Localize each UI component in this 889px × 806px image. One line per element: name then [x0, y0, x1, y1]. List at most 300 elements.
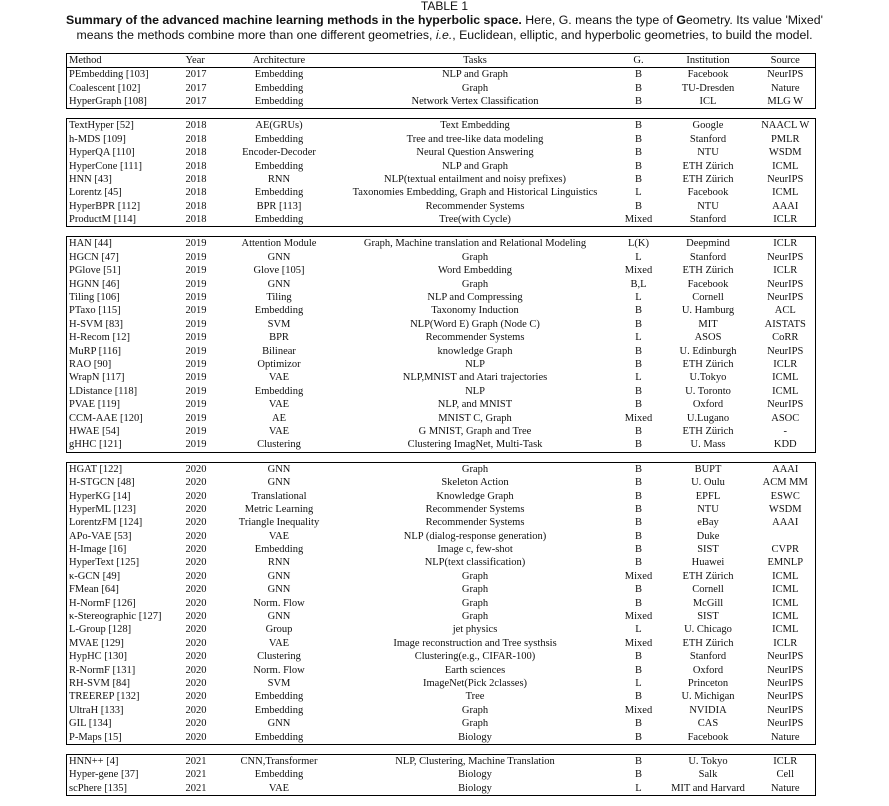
table-row	[67, 425, 816, 438]
cell-institution: NTU	[697, 200, 719, 212]
cell-geometry: B	[617, 754, 661, 768]
cell-source: ICML	[756, 385, 816, 398]
cell-architecture: Embedding	[225, 95, 334, 109]
cell-source	[756, 530, 816, 543]
cell-tasks: NLP(Word E) Graph (Node C)	[410, 318, 540, 330]
cell-source: ACL	[756, 304, 816, 317]
cell-year: 2019	[182, 438, 225, 452]
cell-method: PEmbedding [103]	[67, 68, 182, 82]
cell-geometry: B	[634, 769, 642, 781]
cell-tasks: NLP (dialog-response generation)	[403, 530, 547, 542]
cell-architecture: Clustering	[225, 438, 334, 452]
table-row	[67, 583, 816, 596]
table-row	[67, 637, 816, 650]
cell-tasks: Tree and tree-like data modeling	[406, 133, 544, 145]
cell-architecture: Embedding	[254, 385, 304, 397]
table-row	[67, 503, 816, 516]
cell-tasks: Tree	[465, 691, 485, 703]
table-row	[67, 213, 816, 227]
cell-year: 2019	[185, 359, 207, 370]
header-source: Source	[756, 54, 816, 68]
cell-tasks: NLP and Compressing	[427, 292, 523, 304]
cell-method: H-NormF [126]	[67, 596, 182, 609]
cell-year: 2020	[185, 704, 207, 716]
cell-source: CVPR	[756, 543, 816, 556]
cell-year: 2018	[185, 173, 207, 185]
group-spacer	[67, 452, 816, 462]
cell-tasks: NLP(text classification)	[424, 557, 526, 569]
cell-architecture: AE	[272, 412, 286, 424]
table-row	[67, 331, 816, 344]
cell-method: R-NormF [131]	[67, 663, 182, 676]
caption-bold-g: G	[676, 13, 686, 27]
cell-architecture: BPR	[269, 332, 289, 344]
cell-architecture: Attention Module	[225, 237, 334, 251]
table-row	[67, 95, 816, 109]
cell-source: NeurIPS	[756, 398, 816, 411]
cell-architecture: Embedding	[254, 305, 304, 317]
cell-geometry: B	[634, 490, 642, 502]
header-tasks: Tasks	[334, 54, 617, 68]
cell-source: ICML	[756, 596, 816, 609]
cell-institution: Princeton	[687, 677, 729, 689]
cell-tasks: jet physics	[452, 624, 498, 636]
cell-method: HypHC [130]	[67, 650, 182, 663]
cell-year: 2020	[185, 503, 207, 515]
cell-architecture: CNN,Transformer	[225, 754, 334, 768]
cell-institution: U. Michigan	[681, 691, 735, 703]
caption-line2-a: means the methods combine more than one different geometries,	[76, 28, 436, 42]
cell-source: NeurIPS	[756, 650, 816, 663]
table-row	[67, 623, 816, 636]
methods-table	[66, 53, 816, 796]
cell-method: HyperCone [111]	[67, 159, 182, 172]
cell-method: RAO [90]	[67, 358, 182, 371]
table-row	[67, 663, 816, 676]
cell-source: NeurIPS	[756, 690, 816, 703]
cell-geometry: B,L	[630, 278, 647, 290]
cell-geometry: L(K)	[617, 237, 661, 251]
cell-geometry: B	[634, 530, 642, 542]
cell-method: UltraH [133]	[67, 704, 182, 717]
cell-architecture: Glove [105]	[253, 265, 305, 277]
cell-institution: SIST	[697, 544, 719, 556]
table-row	[67, 596, 816, 609]
cell-architecture: GNN	[267, 477, 291, 489]
cell-tasks: Graph	[461, 82, 489, 94]
cell-tasks: NLP and Graph	[441, 160, 509, 172]
cell-geometry: B	[634, 305, 642, 317]
table-row	[67, 530, 816, 543]
cell-institution: Stanford	[661, 213, 756, 227]
cell-source: ICLR	[756, 754, 816, 768]
header-architecture: Architecture	[225, 54, 334, 68]
cell-tasks: Biology	[458, 769, 492, 781]
cell-year: 2017	[182, 95, 225, 109]
cell-tasks: Graph	[334, 462, 617, 476]
cell-tasks: Taxonomies Embedding, Graph and Historical Linguistics	[352, 187, 598, 199]
cell-tasks: Network Vertex Classification	[334, 95, 617, 109]
cell-year: 2019	[185, 251, 207, 263]
cell-method: GIL [134]	[67, 717, 182, 730]
cell-institution: U. Tokyo	[661, 754, 756, 768]
cell-institution: U. Hamburg	[681, 305, 735, 317]
cell-tasks: G MNIST, Graph and Tree	[418, 425, 532, 437]
table-row	[67, 570, 816, 583]
spacer-cell	[67, 452, 816, 462]
cell-tasks: Graph	[461, 704, 489, 716]
cell-institution: U. Toronto	[685, 385, 731, 397]
cell-year: 2020	[182, 462, 225, 476]
table-row	[67, 173, 816, 186]
cell-tasks: Knowledge Graph	[436, 490, 514, 502]
spacer-cell	[67, 744, 816, 754]
cell-method: H-Recom [12]	[67, 331, 182, 344]
cell-geometry: B	[617, 730, 661, 744]
table-row	[67, 650, 816, 663]
cell-geometry: L	[635, 624, 642, 636]
table-row	[67, 304, 816, 317]
table-row	[67, 251, 816, 264]
caption-title: Summary of the advanced machine learning methods in the hyperbolic space.	[66, 13, 522, 27]
cell-year: 2019	[185, 372, 207, 384]
cell-institution: ETH Zürich	[682, 359, 734, 370]
cell-method: HyperKG [14]	[67, 489, 182, 502]
table-row	[67, 398, 816, 411]
cell-institution: ETH Zürich	[682, 570, 734, 582]
cell-method: H-SVM [83]	[67, 318, 182, 331]
cell-source: AAAI	[756, 516, 816, 529]
cell-architecture: GNN	[267, 251, 291, 263]
cell-architecture: Embedding	[225, 213, 334, 227]
cell-geometry: Mixed	[624, 570, 653, 582]
table-row	[67, 385, 816, 398]
cell-method: HyperML [123]	[67, 503, 182, 516]
cell-institution: U. Mass	[661, 438, 756, 452]
cell-institution: BUPT	[661, 462, 756, 476]
cell-year: 2020	[185, 584, 207, 596]
table-row	[67, 81, 816, 94]
cell-method: Coalescent [102]	[67, 81, 182, 94]
cell-institution: Google	[661, 119, 756, 133]
table-row	[67, 556, 816, 569]
cell-institution: Oxford	[692, 399, 724, 411]
table-row	[67, 146, 816, 159]
table-row	[67, 754, 816, 768]
cell-method: RH-SVM [84]	[67, 677, 182, 690]
cell-geometry: L	[635, 251, 642, 263]
table-header-row	[67, 54, 816, 68]
cell-architecture: Embedding	[254, 691, 304, 703]
cell-year: 2017	[185, 69, 207, 81]
cell-institution: SIST	[697, 611, 719, 623]
header-year: Year	[182, 54, 225, 68]
cell-institution: U. Oulu	[691, 477, 725, 489]
cell-method: L-Group [128]	[67, 623, 182, 636]
cell-architecture: Embedding	[254, 69, 304, 81]
cell-architecture: GNN	[225, 462, 334, 476]
cell-architecture: Clustering	[257, 651, 301, 663]
table-row	[67, 704, 816, 717]
cell-source: NeurIPS	[756, 344, 816, 357]
cell-geometry: B	[634, 345, 642, 357]
cell-source: NeurIPS	[756, 677, 816, 690]
cell-source: NeurIPS	[756, 68, 816, 82]
cell-geometry: B	[634, 173, 642, 185]
cell-tasks: Text Embedding	[334, 119, 617, 133]
cell-year: 2020	[185, 691, 207, 703]
cell-architecture: RNN	[267, 173, 291, 185]
cell-tasks: NLP	[465, 359, 485, 370]
cell-architecture: Group	[265, 624, 293, 636]
cell-source: AAAI	[756, 200, 816, 213]
cell-method: PGlove [51]	[67, 264, 182, 277]
cell-tasks: Taxonomy Induction	[431, 305, 519, 317]
cell-year: 2017	[185, 82, 207, 94]
cell-geometry: B	[634, 517, 642, 529]
cell-tasks: NLP, and MNIST	[437, 399, 513, 411]
cell-geometry: B	[634, 318, 642, 330]
cell-geometry: B	[634, 399, 642, 411]
cell-tasks: Graph	[461, 251, 489, 263]
cell-architecture: Norm. Flow	[253, 597, 305, 609]
table-row	[67, 782, 816, 796]
cell-geometry: B	[634, 160, 642, 172]
table-row	[67, 610, 816, 623]
cell-source: Nature	[756, 81, 816, 94]
cell-source: ICML	[756, 371, 816, 384]
cell-method: scPhere [135]	[67, 782, 182, 796]
cell-source: ICML	[756, 623, 816, 636]
table-row	[67, 476, 816, 489]
cell-year: 2018	[182, 213, 225, 227]
cell-source: AISTATS	[756, 318, 816, 331]
cell-geometry: B	[634, 477, 642, 489]
table-row	[67, 489, 816, 502]
table-row	[67, 717, 816, 730]
cell-year: 2018	[185, 160, 207, 172]
cell-source: ICLR	[756, 637, 816, 650]
cell-year: 2020	[185, 544, 207, 556]
table-row	[67, 543, 816, 556]
table-row	[67, 690, 816, 703]
cell-year: 2019	[185, 292, 207, 304]
cell-year: 2019	[182, 237, 225, 251]
cell-method: TextHyper [52]	[67, 119, 182, 133]
cell-year: 2020	[185, 651, 207, 663]
cell-tasks: NLP	[465, 385, 485, 397]
cell-institution: ETH Zürich	[682, 173, 734, 185]
cell-source: NeurIPS	[756, 704, 816, 717]
cell-institution: eBay	[697, 517, 719, 529]
cell-year: 2020	[185, 570, 207, 582]
table-label: TABLE 1	[420, 0, 469, 13]
cell-geometry: B	[634, 544, 642, 556]
cell-year: 2020	[185, 490, 207, 502]
cell-institution: ETH Zürich	[682, 425, 734, 437]
cell-method: HNN [43]	[67, 173, 182, 186]
cell-year: 2020	[185, 677, 207, 689]
cell-year: 2019	[185, 345, 207, 357]
cell-architecture: BPR [113]	[256, 200, 302, 212]
spacer-cell	[67, 109, 816, 119]
cell-geometry: B	[617, 438, 661, 452]
table-row	[67, 462, 816, 476]
cell-institution: Oxford	[692, 664, 724, 676]
cell-tasks: Graph	[461, 597, 489, 609]
cell-institution: Facebook	[687, 278, 729, 290]
cell-geometry: B	[634, 69, 642, 81]
cell-geometry: B	[634, 200, 642, 212]
cell-architecture: Triangle Inequality	[238, 517, 320, 529]
cell-geometry: B	[634, 82, 642, 94]
cell-method: HyperText [125]	[67, 556, 182, 569]
cell-geometry: Mixed	[624, 704, 653, 716]
caption-line2-b: , Euclidean, elliptic, and hyperbolic geometries, to build the model.	[452, 28, 813, 42]
cell-architecture: Embedding	[254, 82, 304, 94]
cell-year: 2018	[185, 133, 207, 145]
cell-source: ICML	[756, 159, 816, 172]
cell-institution: TU-Dresden	[681, 82, 735, 94]
table-row	[67, 371, 816, 384]
table-body	[67, 68, 816, 796]
table-row	[67, 768, 816, 781]
cell-source: NeurIPS	[756, 277, 816, 290]
spacer-cell	[67, 227, 816, 237]
cell-source: NeurIPS	[756, 173, 816, 186]
caption-line-1	[0, 13, 889, 28]
cell-tasks: Biology	[334, 730, 617, 744]
cell-institution: ASOS	[694, 332, 722, 344]
cell-year: 2020	[185, 557, 207, 569]
cell-method: LDistance [118]	[67, 385, 182, 398]
cell-institution: EPFL	[695, 490, 721, 502]
cell-source: MLG W	[756, 95, 816, 109]
table-row	[67, 358, 816, 371]
cell-tasks: Recommender Systems	[425, 503, 525, 515]
cell-tasks: MNIST C, Graph	[438, 412, 512, 424]
cell-tasks: Neural Question Answering	[416, 147, 534, 159]
caption-text-2: eometry. Its value 'Mixed'	[685, 13, 823, 27]
cell-method: h-MDS [109]	[67, 133, 182, 146]
cell-source: NeurIPS	[756, 251, 816, 264]
table-row	[67, 68, 816, 82]
cell-architecture: Bilinear	[262, 345, 296, 357]
cell-tasks: Skeleton Action	[441, 477, 509, 489]
cell-method: HWAE [54]	[67, 425, 182, 438]
cell-tasks: Graph, Machine translation and Relational Modeling	[334, 237, 617, 251]
cell-institution: Huawei	[691, 557, 725, 569]
cell-method: HyperGraph [108]	[67, 95, 182, 109]
cell-geometry: B	[634, 147, 642, 159]
cell-method: APo-VAE [53]	[67, 530, 182, 543]
cell-source: EMNLP	[756, 556, 816, 569]
cell-method: LorentzFM [124]	[67, 516, 182, 529]
cell-tasks: Graph	[461, 570, 489, 582]
cell-tasks: knowledge Graph	[437, 345, 513, 357]
cell-architecture: Embedding	[254, 544, 304, 556]
cell-method: H-Image [16]	[67, 543, 182, 556]
cell-year: 2020	[185, 624, 207, 636]
cell-geometry: B	[634, 597, 642, 609]
header-geometry: G.	[617, 54, 661, 68]
cell-source: ICLR	[756, 264, 816, 277]
cell-year: 2020	[185, 597, 207, 609]
cell-geometry: B	[634, 359, 642, 370]
table-row	[67, 119, 816, 133]
cell-source: NeurIPS	[756, 663, 816, 676]
table-row	[67, 291, 816, 304]
cell-tasks: Graph	[461, 584, 489, 596]
cell-geometry: L	[635, 187, 642, 199]
cell-institution: U.Lugano	[686, 412, 730, 424]
caption-line-2	[0, 28, 889, 43]
cell-geometry: Mixed	[624, 265, 653, 277]
cell-architecture: SVM	[267, 318, 291, 330]
cell-source: ICML	[756, 186, 816, 199]
cell-source: PMLR	[756, 133, 816, 146]
cell-institution: ETH Zürich	[682, 637, 734, 649]
cell-institution: CAS	[697, 718, 719, 730]
cell-year: 2019	[185, 318, 207, 330]
cell-geometry: Mixed	[624, 637, 653, 649]
cell-year: 2020	[182, 730, 225, 744]
cell-architecture: Optimizor	[257, 359, 301, 370]
cell-geometry: B	[634, 584, 642, 596]
cell-institution: NTU	[697, 503, 719, 515]
cell-source: CoRR	[756, 331, 816, 344]
cell-source: ICLR	[756, 213, 816, 227]
cell-tasks: NLP and Graph	[441, 69, 509, 81]
cell-institution: McGill	[692, 597, 724, 609]
cell-tasks: Graph	[461, 611, 489, 623]
cell-source: ICML	[756, 610, 816, 623]
table-row	[67, 677, 816, 690]
cell-tasks: Graph	[461, 278, 489, 290]
cell-method: H-STGCN [48]	[67, 476, 182, 489]
cell-architecture: VAE	[268, 637, 290, 649]
cell-institution: ETH Zürich	[682, 265, 734, 277]
cell-architecture: Encoder-Decoder	[242, 147, 316, 159]
group-spacer	[67, 109, 816, 119]
cell-method: Hyper-gene [37]	[67, 768, 182, 781]
cell-method: CCM-AAE [120]	[67, 411, 182, 424]
cell-architecture: SVM	[267, 677, 291, 689]
table-row	[67, 438, 816, 452]
cell-architecture: GNN	[267, 278, 291, 290]
cell-method: PVAE [119]	[67, 398, 182, 411]
cell-institution: MIT	[698, 318, 718, 330]
cell-architecture: GNN	[267, 611, 291, 623]
cell-tasks: Recommender Systems	[425, 200, 525, 212]
cell-institution: Salk	[698, 769, 718, 781]
cell-year: 2019	[185, 385, 207, 397]
cell-source: Nature	[756, 782, 816, 796]
cell-institution: Cornell	[692, 584, 724, 596]
cell-year: 2020	[185, 530, 207, 542]
cell-tasks: NLP, Clustering, Machine Translation	[334, 754, 617, 768]
cell-tasks: Recommender Systems	[425, 332, 525, 344]
cell-method: Lorentz [45]	[67, 186, 182, 199]
cell-source: AAAI	[756, 462, 816, 476]
cell-method: TREEREP [132]	[67, 690, 182, 703]
table-caption	[0, 0, 889, 43]
cell-source: ASOC	[756, 411, 816, 424]
cell-source: KDD	[756, 438, 816, 452]
cell-method: Tiling [106]	[67, 291, 182, 304]
table-row	[67, 200, 816, 213]
cell-year: 2019	[185, 305, 207, 317]
